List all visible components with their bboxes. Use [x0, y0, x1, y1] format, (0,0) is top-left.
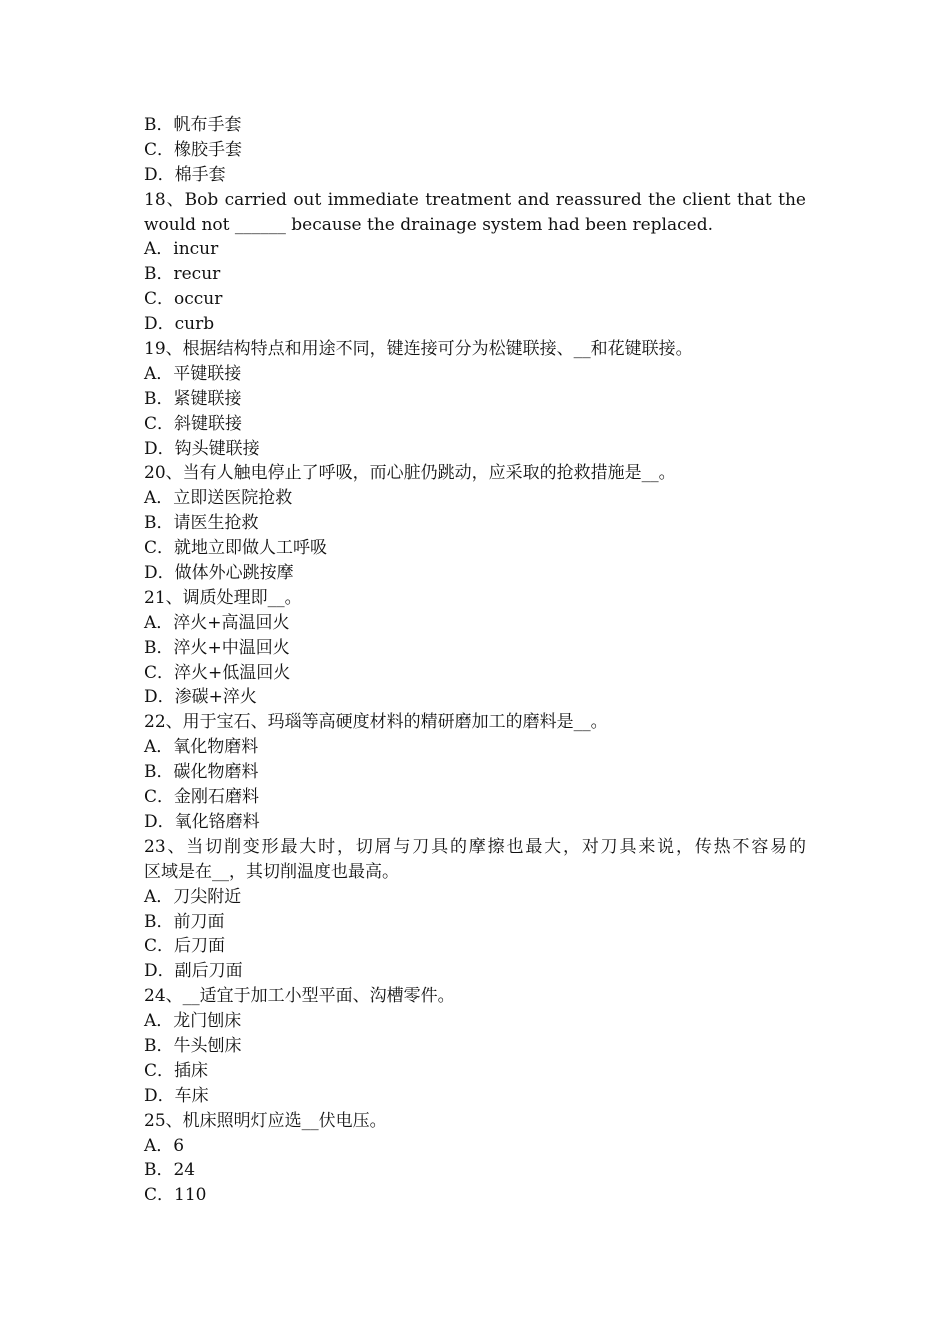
answer-option: C．橡胶手套: [144, 139, 243, 160]
answer-option: A．incur: [144, 239, 219, 260]
answer-option: A．淬火+高温回火: [144, 612, 290, 633]
answer-option: A．6: [144, 1135, 185, 1156]
answer-option: B．淬火+中温回火: [144, 637, 290, 658]
question-text-line: 20、当有人触电停止了呼吸，而心脏仍跳动，应采取的抢救措施是__。: [144, 463, 676, 484]
answer-option: B．紧键联接: [144, 388, 242, 409]
question-text-line: 18、Bob carried out immediate treatment and reassured the client that the: [144, 189, 806, 210]
answer-option: B．碳化物磨料: [144, 762, 259, 783]
answer-option: C．occur: [144, 289, 223, 310]
answer-option: A．立即送医院抢救: [144, 488, 293, 509]
question-text-line: would not ______ because the drainage system had been replaced.: [144, 214, 713, 235]
answer-option: D．氧化铬磨料: [144, 811, 260, 832]
answer-option: B．牛头刨床: [144, 1035, 242, 1056]
answer-option: D．车床: [144, 1085, 209, 1106]
document-body: [144, 113, 806, 1208]
answer-option: D．curb: [144, 314, 215, 335]
answer-option: A．氧化物磨料: [144, 737, 259, 758]
answer-option: B．请医生抢救: [144, 513, 259, 534]
answer-option: C．就地立即做人工呼吸: [144, 538, 328, 559]
answer-option: C．斜键联接: [144, 413, 243, 434]
answer-option: D．棉手套: [144, 164, 226, 185]
answer-option: B．24: [144, 1160, 196, 1181]
answer-option: D．副后刀面: [144, 961, 243, 982]
answer-option: D．渗碳+淬火: [144, 687, 257, 708]
question-text-line: 19、根据结构特点和用途不同，键连接可分为松键联接、__和花键联接。: [144, 339, 693, 360]
answer-option: C．插床: [144, 1060, 209, 1081]
answer-option: C．后刀面: [144, 936, 226, 957]
answer-option: C．淬火+低温回火: [144, 662, 291, 683]
answer-option: C．金刚石磨料: [144, 787, 260, 808]
question-text-line: 24、__适宜于加工小型平面、沟槽零件。: [144, 986, 455, 1007]
question-text-line: 区域是在__，其切削温度也最高。: [144, 861, 399, 882]
answer-option: D．做体外心跳按摩: [144, 563, 294, 584]
question-text-line: 23、当切削变形最大时，切屑与刀具的摩擦也最大，对刀具来说，传热不容易的: [144, 836, 806, 857]
answer-option: A．龙门刨床: [144, 1011, 242, 1032]
answer-option: B．recur: [144, 264, 221, 285]
question-text-line: 21、调质处理即__。: [144, 587, 302, 608]
question-text-line: 25、机床照明灯应选__伏电压。: [144, 1110, 387, 1131]
question-text-line: 22、用于宝石、玛瑙等高硬度材料的精研磨加工的磨料是__。: [144, 712, 608, 733]
answer-option: A．平键联接: [144, 363, 242, 384]
answer-option: B．前刀面: [144, 911, 225, 932]
answer-option: A．刀尖附近: [144, 886, 242, 907]
answer-option: C．110: [144, 1185, 207, 1206]
answer-option: D．钩头键联接: [144, 438, 260, 459]
answer-option: B．帆布手套: [144, 115, 242, 135]
